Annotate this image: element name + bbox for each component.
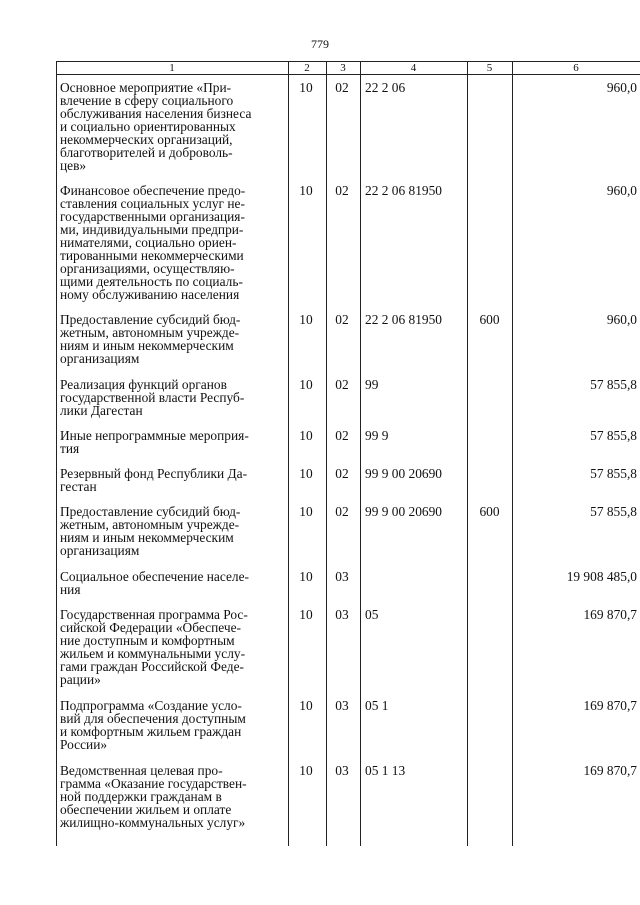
column-divider — [326, 62, 327, 846]
row-subsection: 03 — [335, 698, 349, 713]
row-amount: 57 855,8 — [590, 377, 637, 392]
column-divider — [467, 62, 468, 846]
column-divider — [288, 62, 289, 846]
row-amount: 57 855,8 — [590, 466, 637, 481]
row-description: Государственная программа Рос- сийской Федерации «Обеспече- ние доступным и комфортным жильем и коммунальными услу- гами граждан Российской Феде- рации» — [60, 607, 248, 687]
budget-table — [56, 61, 640, 846]
row-subsection: 02 — [335, 183, 349, 198]
row-section: 10 — [299, 569, 313, 584]
column-divider — [360, 62, 361, 846]
row-description: Реализация функций органов государственной власти Респуб- лики Дагестан — [60, 377, 245, 418]
row-section: 10 — [299, 698, 313, 713]
row-subsection: 03 — [335, 607, 349, 622]
page-number: 779 — [311, 37, 329, 51]
row-section: 10 — [299, 607, 313, 622]
row-target-code: 05 1 — [365, 698, 389, 713]
row-section: 10 — [299, 763, 313, 778]
row-target-code: 22 2 06 81950 — [365, 312, 442, 327]
header-col-6: 6 — [573, 62, 579, 74]
row-amount: 57 855,8 — [590, 504, 637, 519]
header-col-1: 1 — [169, 62, 175, 74]
row-description: Основное мероприятие «При- влечение в сферу социального обслуживания населения бизнеса и социально ориентированных некоммерческих организаций, благотворителей и доброволь- цев» — [60, 80, 252, 173]
row-description: Иные непрограммные мероприя- тия — [60, 428, 249, 456]
row-subsection: 02 — [335, 504, 349, 519]
row-target-code: 99 9 00 20690 — [365, 504, 442, 519]
row-section: 10 — [299, 466, 313, 481]
row-subsection: 02 — [335, 377, 349, 392]
row-amount: 960,0 — [606, 80, 637, 95]
row-description: Резервный фонд Республики Да- гестан — [60, 466, 248, 494]
row-amount: 57 855,8 — [590, 428, 637, 443]
row-expense-type: 600 — [479, 504, 500, 519]
row-section: 10 — [299, 504, 313, 519]
header-col-5: 5 — [486, 62, 493, 74]
header-col-2: 2 — [304, 62, 310, 74]
row-section: 10 — [299, 80, 313, 95]
row-amount: 169 870,7 — [583, 607, 637, 622]
row-target-code: 05 — [365, 607, 379, 622]
row-expense-type: 600 — [479, 312, 500, 327]
row-description: Предоставление субсидий бюд- жетным, автономным учрежде- ниям и иным некоммерческим организациям — [60, 504, 241, 558]
row-subsection: 02 — [335, 466, 349, 481]
row-description: Подпрограмма «Создание усло- вий для обеспечения доступным и комфортным жильем граждан России» — [60, 698, 246, 752]
row-description: Ведомственная целевая про- грамма «Оказание государствен- ной поддержки гражданам в обеспечении жильем и оплате жилищно-коммунальных услуг» — [60, 763, 247, 830]
row-target-code: 05 1 13 — [365, 763, 406, 778]
row-target-code: 22 2 06 — [365, 80, 406, 95]
row-subsection: 02 — [335, 428, 349, 443]
row-description: Финансовое обеспечение предо- ставления социальных услуг не- государственными организация- ми, индивидуальными предпри- нимателями, социально ориен- тированными некоммерческими организациями, осуществляю- щими деятельность по социаль- ному обслуживанию населения — [60, 183, 246, 302]
row-target-code: 99 — [365, 377, 379, 392]
row-amount: 19 908 485,0 — [566, 569, 637, 584]
row-subsection: 02 — [335, 80, 349, 95]
header-col-4: 4 — [410, 62, 417, 74]
row-description: Предоставление субсидий бюд- жетным, автономным учрежде- ниям и иным некоммерческим организациям — [60, 312, 241, 366]
row-amount: 169 870,7 — [583, 698, 637, 713]
row-target-code: 99 9 00 20690 — [365, 466, 442, 481]
row-amount: 169 870,7 — [583, 763, 637, 778]
row-section: 10 — [299, 312, 313, 327]
column-divider — [512, 62, 513, 846]
table-header — [56, 62, 640, 75]
row-description: Социальное обеспечение населе- ния — [60, 569, 249, 597]
row-target-code: 99 9 — [365, 428, 389, 443]
row-amount: 960,0 — [606, 312, 637, 327]
row-subsection: 02 — [335, 312, 349, 327]
row-section: 10 — [299, 377, 313, 392]
row-target-code: 22 2 06 81950 — [365, 183, 442, 198]
row-section: 10 — [299, 183, 313, 198]
row-subsection: 03 — [335, 569, 349, 584]
row-subsection: 03 — [335, 763, 349, 778]
row-section: 10 — [299, 428, 313, 443]
column-divider — [56, 62, 57, 846]
row-amount: 960,0 — [606, 183, 637, 198]
header-col-3: 3 — [340, 62, 346, 74]
